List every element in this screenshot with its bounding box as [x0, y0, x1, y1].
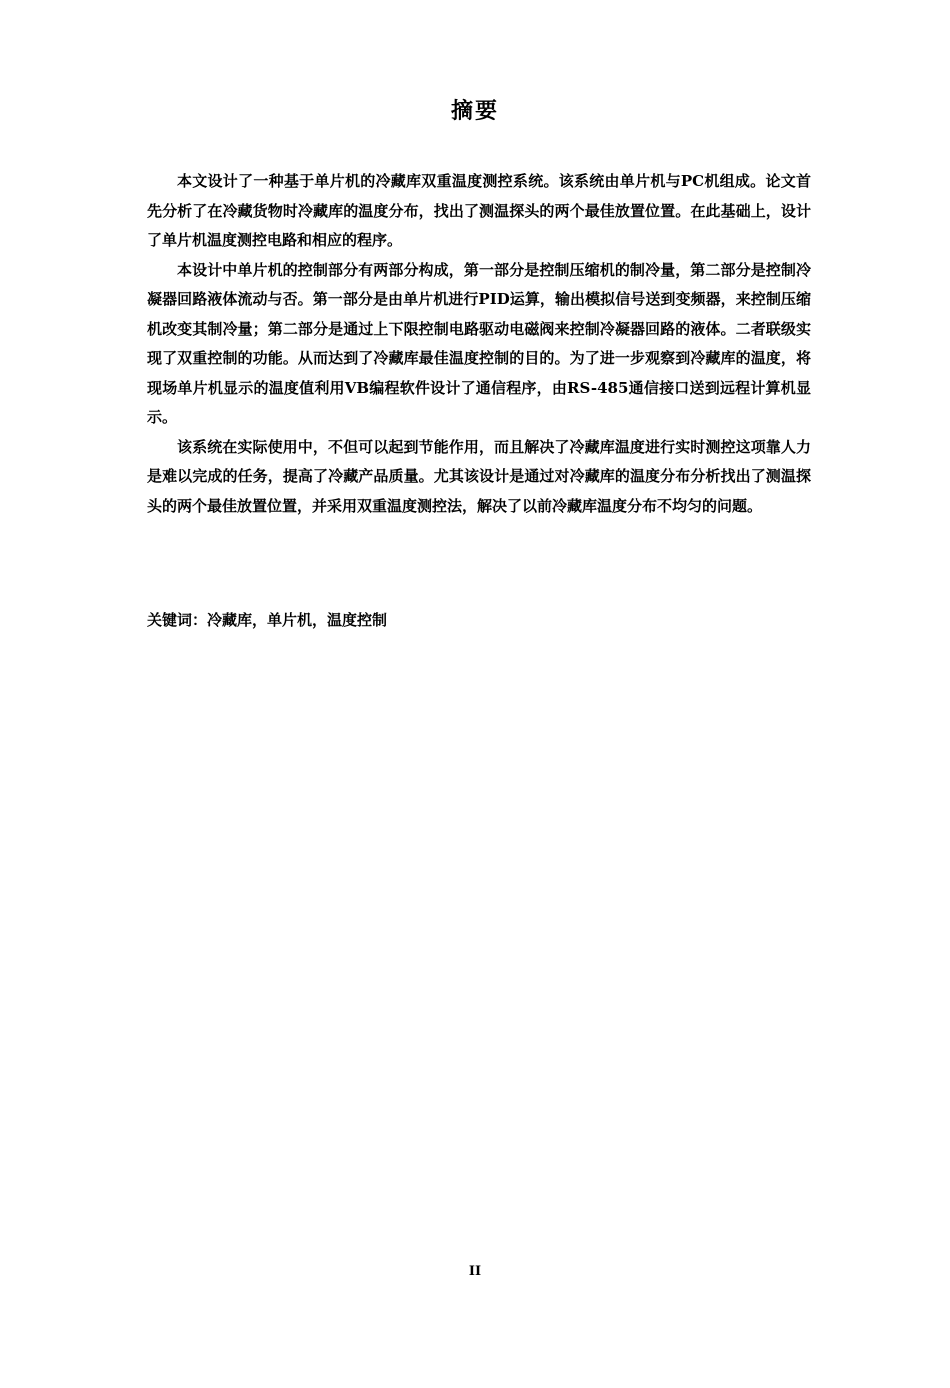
page-number: II	[468, 1264, 482, 1279]
abstract-paragraph-2: 本设计中单片机的控制部分有两部分构成，第一部分是控制压缩机的制冷量，第二部分是控制冷凝器回路液体流动与否。第一部分是由单片机进行PID运算，输出模拟信号送到变频器，来控制压缩机改变其制冷量；第二部分是通过上下限控制电路驱动电磁阀来控制冷凝器回路的液体。二者联级实现了双重控制的功能。从而达到了冷藏库最佳温度控制的目的。为了进一步观察到冷藏库的温度，将现场单片机显示的温度值利用VB编程软件设计了通信程序，由RS-485通信接口送到远程计算机显示。	[147, 260, 811, 426]
abstract-title: 摘要	[450, 98, 499, 124]
abstract-paragraph-1: 本文设计了一种基于单片机的冷藏库双重温度测控系统。该系统由单片机与PC机组成。论文首先分析了在冷藏货物时冷藏库的温度分布，找出了测温探头的两个最佳放置位置。在此基础上，设计了单片机温度测控电路和相应的程序。	[147, 172, 811, 249]
keywords-line: 关键词：冷藏库，单片机，温度控制	[147, 611, 388, 629]
abstract-body	[147, 167, 811, 521]
abstract-paragraph-3: 该系统在实际使用中，不但可以起到节能作用，而且解决了冷藏库温度进行实时测控这项靠人力是难以完成的任务，提高了冷藏产品质量。尤其该设计是通过对冷藏库的温度分布分析找出了测温探头的两个最佳放置位置，并采用双重温度测控法，解决了以前冷藏库温度分布不均匀的问题。	[147, 437, 811, 515]
